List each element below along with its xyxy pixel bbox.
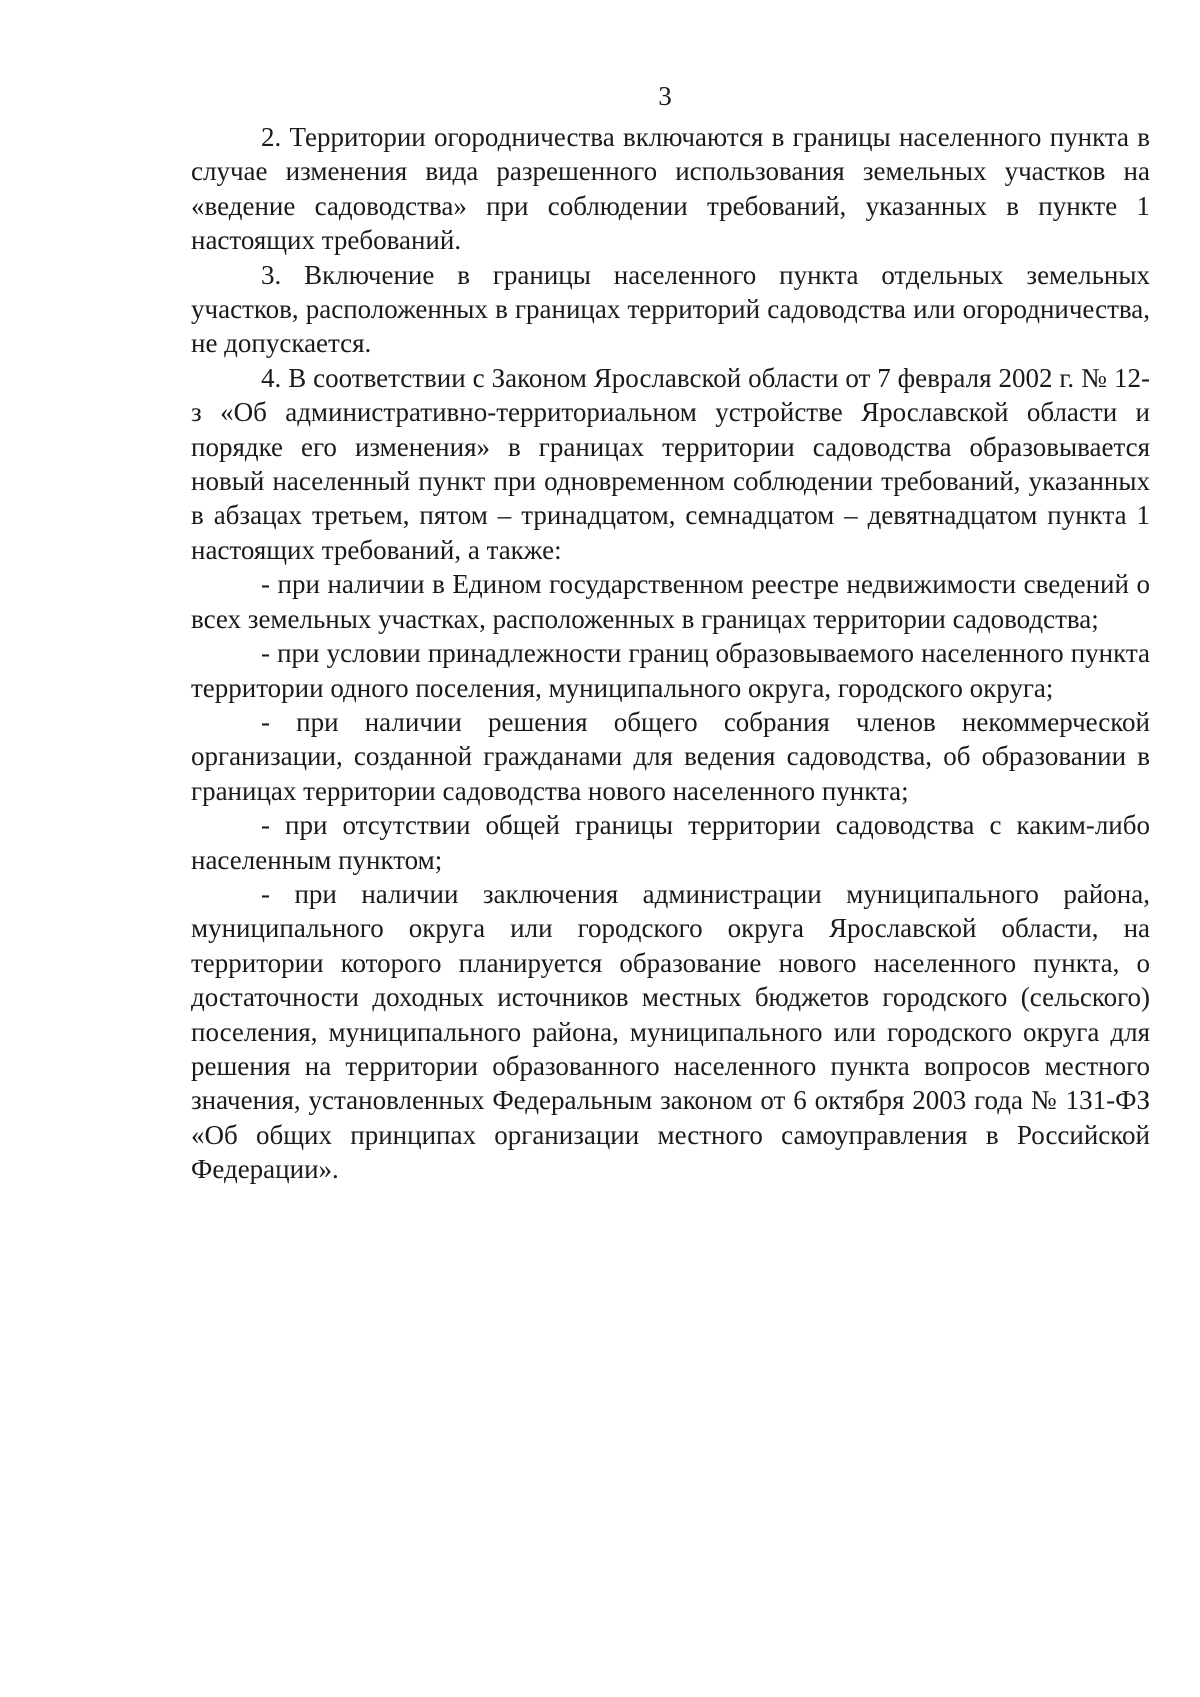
bullet-no-common-border: - при отсутствии общей границы территории садоводства с каким-либо населенным пунктом; <box>191 810 1150 875</box>
bullet-egrn-registry: - при наличии в Едином государственном реестре недвижимости сведений о всех земельных участках, расположенных в границах территории садоводства; <box>191 569 1150 634</box>
paragraph-item-2: 2. Территории огородничества включаются в границы населенного пункта в случае изменения вида разрешенного использования земельных участков на «ведение садоводства» при соблюдении требований, указанных в пункте 1 настоящих требований. <box>191 122 1150 256</box>
paragraph-item-4: 4. В соответствии с Законом Ярославской области от 7 февраля 2002 г. № 12-з «Об административно-территориальном устройстве Ярославской области и порядке его изменения» в границах территории садоводства образовывается новый населенный пункт при одновременном соблюдении требований, указанных в абзацах третьем, пятом – тринадцатом, семнадцатом – девятнадцатом пункта 1 настоящих требований, а также: <box>191 362 1150 565</box>
paragraph-item-3: 3. Включение в границы населенного пункта отдельных земельных участков, расположенных в границах территорий садоводства или огородничества, не допускается. <box>191 259 1150 359</box>
document-body <box>191 120 1150 1187</box>
page-number: 3 <box>658 81 672 111</box>
bullet-administration-conclusion: - при наличии заключения администрации муниципального района, муниципального округа или городского округа Ярославской области, на территории которого планируется образование нового населенного пункта, о достаточности доходных источников местных бюджетов городского (сельского) поселения, муниципального района, муниципального или городского округа для решения на территории образованного населенного пункта вопросов местного значения, установленных Федеральным законом от 6 октября 2003 года № 131-ФЗ «Об общих принципах организации местного самоуправления в Российской Федерации». <box>191 878 1150 1185</box>
bullet-general-meeting-decision: - при наличии решения общего собрания членов некоммерческой организации, созданной гражданами для ведения садоводства, об образовании в границах территории садоводства нового населенного пункта; <box>191 706 1150 806</box>
bullet-single-settlement: - при условии принадлежности границ образовываемого населенного пункта территории одного поселения, муниципального округа, городского округа; <box>191 638 1150 703</box>
